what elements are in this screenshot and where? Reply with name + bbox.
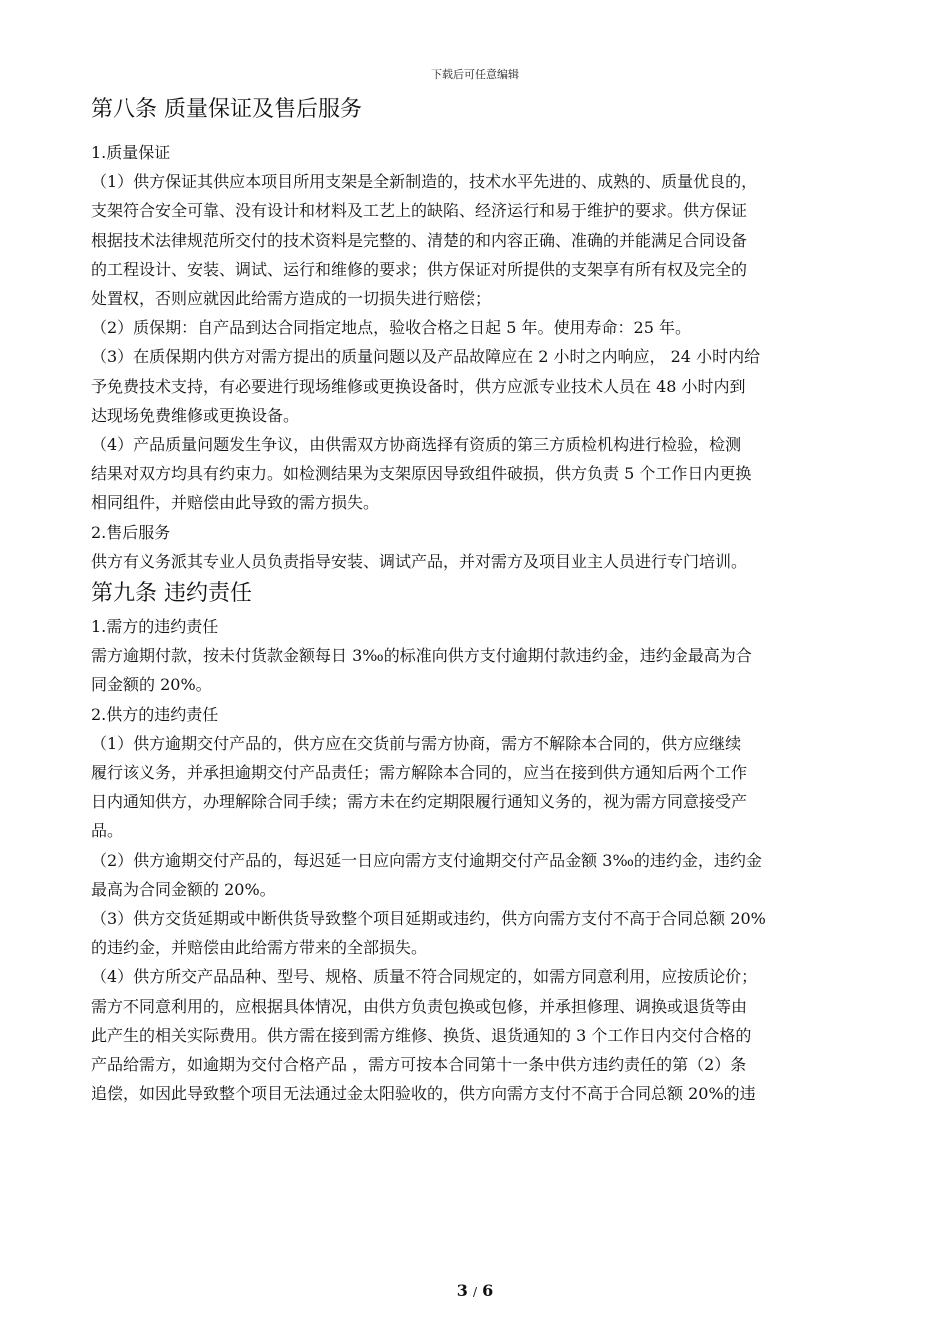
paragraph-line: 日内通知供方，办理解除合同手续；需方未在约定期限履行通知义务的，视为需方同意接受产 xyxy=(91,792,748,812)
paragraph-line: 1.需方的违约责任 xyxy=(91,617,219,637)
total-page-count: 6 xyxy=(482,1281,494,1300)
paragraph-line: 相同组件，并赔偿由此导致的需方损失。 xyxy=(91,493,380,513)
paragraph-line: 根据技术法律规范所交付的技术资料是完整的、清楚的和内容正确、准确的并能满足合同设备 xyxy=(91,230,748,250)
paragraph-line: 供方有义务派其专业人员负责指导安装、调试产品，并对需方及项目业主人员进行专门培训。 xyxy=(91,551,748,571)
article-8-title: 第八条 质量保证及售后服务 xyxy=(91,97,362,122)
paragraph-line: 产品给需方，如逾期为交付合格产品 ，需方可按本合同第十一条中供方违约责任的第（2）条 xyxy=(91,1055,747,1075)
page-header: 下载后可任意编辑 xyxy=(431,68,519,81)
paragraph-line: （4）产品质量问题发生争议，由供需双方协商选择有资质的第三方质检机构进行检验，检测 xyxy=(91,435,742,455)
article-9-body xyxy=(91,612,891,1108)
paragraph-line: （3）在质保期内供方对需方提出的质量问题以及产品故障应在 2 小时之内响应， 24 小时内给 xyxy=(91,347,761,367)
paragraph-line: 需方逾期付款，按未付货款金额每日 3‰的标准向供方支付逾期付款违约金，违约金最高为合 xyxy=(91,646,752,666)
paragraph-line: （2）供方逾期交付产品的，每迟延一日应向需方支付逾期交付产品金额 3‰的违约金，违约金 xyxy=(91,850,762,870)
paragraph-line: 履行该义务，并承担逾期交付产品责任；需方解除本合同的，应当在接到供方通知后两个工作 xyxy=(91,763,748,783)
paragraph-line: （4）供方所交产品品种、型号、规格、质量不符合同规定的，如需方同意利用，应按质论价； xyxy=(91,967,758,987)
page-number xyxy=(0,1281,950,1302)
paragraph-line: 予免费技术支持，有必要进行现场维修或更换设备时，供方应派专业技术人员在 48 小时内到 xyxy=(91,376,746,396)
paragraph-line: 支架符合安全可靠、没有设计和材料及工艺上的缺陷、经济运行和易于维护的要求。供方保证 xyxy=(91,201,748,221)
paragraph-line: 最高为合同金额的 20%。 xyxy=(91,879,276,899)
paragraph-line: 同金额的 20%。 xyxy=(91,675,212,695)
paragraph-line: 的工程设计、安装、调试、运行和维修的要求；供方保证对所提供的支架享有所有权及完全的 xyxy=(91,259,748,279)
paragraph-line: （1）供方逾期交付产品的，供方应在交货前与需方协商，需方不解除本合同的，供方应继续 xyxy=(91,733,742,753)
paragraph-line: 2.售后服务 xyxy=(91,522,171,542)
paragraph-line: 此产生的相关实际费用。供方需在接到需方维修、换货、退货通知的 3 个工作日内交付合格的 xyxy=(91,1025,752,1045)
article-8-body xyxy=(91,138,891,576)
paragraph-line: 处置权，否则应就因此给需方造成的一切损失进行赔偿； xyxy=(91,289,492,309)
page-separator: / xyxy=(472,1285,478,1299)
paragraph-line: 的违约金，并赔偿由此给需方带来的全部损失。 xyxy=(91,938,428,958)
paragraph-line: 需方不同意利用的，应根据具体情况，由供方负责包换或包修，并承担修理、调换或退货等由 xyxy=(91,996,748,1016)
paragraph-line: （2）质保期：自产品到达合同指定地点，验收合格之日起 5 年。使用寿命：25 年。 xyxy=(91,318,691,338)
paragraph-line: 追偿，如因此导致整个项目无法通过金太阳验收的，供方向需方支付不高于合同总额 20%的违 xyxy=(91,1084,756,1104)
current-page-number: 3 xyxy=(456,1281,468,1300)
article-9-title: 第九条 违约责任 xyxy=(91,581,252,607)
document-body xyxy=(91,90,891,1109)
paragraph-line: 结果对双方均具有约束力。如检测结果为支架原因导致组件破损，供方负责 5 个工作日内更换 xyxy=(91,464,752,484)
paragraph-line: （1）供方保证其供应本项目所用支架是全新制造的，技术水平先进的、成熟的、质量优良的， xyxy=(91,172,758,192)
paragraph-line: （3）供方交货延期或中断供货导致整个项目延期或违约，供方向需方支付不高于合同总额 20% xyxy=(91,909,766,929)
paragraph-line: 1.质量保证 xyxy=(91,143,171,162)
paragraph-line: 达现场免费维修或更换设备。 xyxy=(91,405,300,425)
paragraph-line: 2.供方的违约责任 xyxy=(91,704,219,724)
paragraph-line: 品。 xyxy=(91,821,124,841)
